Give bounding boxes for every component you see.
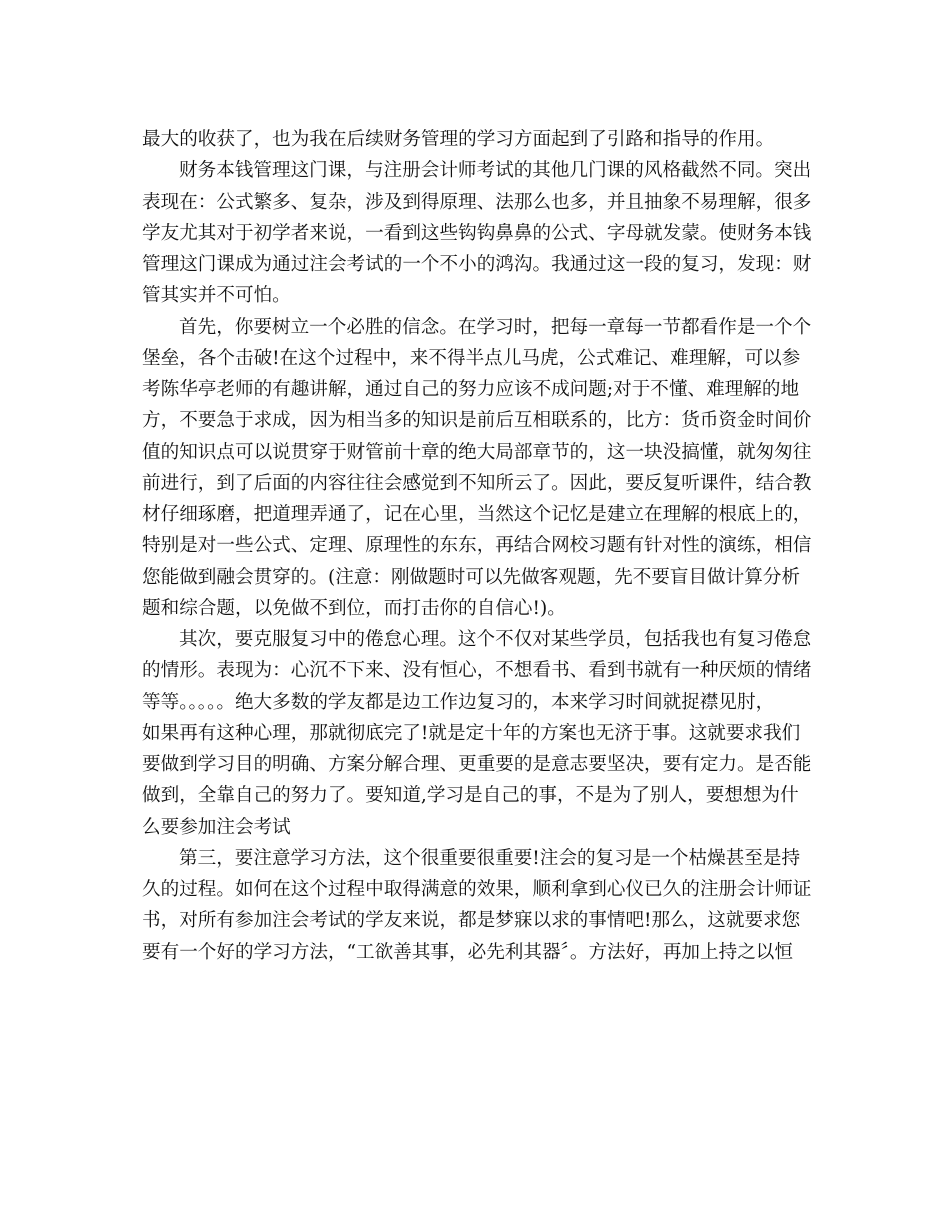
- text-line: 么要参加注会考试: [142, 816, 291, 838]
- text-line: 等等。。。。。绝大多数的学友都是边工作边复习的，本来学习时间就捉襟见肘，: [142, 691, 775, 713]
- text-line: 管理这门课成为通过注会考试的一个不小的鸿沟。我通过这一段的复习，发现：财: [142, 254, 812, 275]
- text-line: 题和综合题，以免做不到位，而打击你的自信心!)。: [142, 597, 566, 619]
- text-line: 考陈华亭老师的有趣讲解，通过自己的努力应该不成问题;对于不懂、难理解的地: [142, 379, 800, 400]
- text-line: 管其实并不可怕。: [142, 285, 291, 307]
- text-line: 方，不要急于求成，因为相当多的知识是前后互相联系的，比方：货币资金时间价: [142, 410, 812, 432]
- text-line: 材仔细琢磨，把道理弄通了，记在心里，当然这个记忆是建立在理解的根底上的，: [142, 504, 812, 525]
- text-line: 第三，要注意学习方法，这个很重要很重要!注会的复习是一个枯燥甚至是持: [179, 847, 801, 869]
- text-line: 久的过程。如何在这个过程中取得满意的效果，顺利拿到心仪已久的注册会计师证: [142, 879, 812, 900]
- text-line: 要做到学习目的明确、方案分解合理、更重要的是意志要坚决，要有定力。是否能: [142, 754, 812, 775]
- text-line: 您能做到融会贯穿的。(注意：刚做题时可以先做客观题，先不要盲目做计算分析: [142, 566, 801, 588]
- text-line: 学友尤其对于初学者来说，一看到这些钩钩鼻鼻的公式、字母就发蒙。使财务本钱: [142, 222, 812, 244]
- text-line: 要有一个好的学习方法，“工欲善其事，必先利其器〞。方法好，再加上持之以恒: [142, 941, 793, 963]
- text-line: 最大的收获了，也为我在后续财务管理的学习方面起到了引路和指导的作用。: [142, 129, 775, 150]
- text-line: 首先，你要树立一个必胜的信念。在学习时，把每一章每一节都看作是一个个: [179, 316, 812, 338]
- text-line: 书，对所有参加注会考试的学友来说，都是梦寐以求的事情吧!那么，这就要求您: [142, 910, 801, 932]
- text-line: 的情形。表现为：心沉不下来、没有恒心，不想看书、看到书就有一种厌烦的情绪: [142, 660, 812, 682]
- text-line: 特别是对一些公式、定理、原理性的东东，再结合网校习题有针对性的演练，相信: [142, 535, 812, 557]
- text-line: 前进行，到了后面的内容往往会感觉到不知所云了。因此，要反复听课件，结合教: [142, 472, 812, 494]
- text-line: 堡垒，各个击破!在这个过程中，来不得半点儿马虎，公式难记、难理解，可以参: [142, 347, 801, 369]
- text-line: 值的知识点可以说贯穿于财管前十章的绝大局部章节的，这一块没搞懂，就匆匆往: [142, 441, 812, 463]
- text-line: 如果再有这种心理，那就彻底完了!就是定十年的方案也无济于事。这就要求我们: [142, 722, 801, 744]
- text-line: 表现在：公式繁多、复杂，涉及到得原理、法那么也多，并且抽象不易理解，很多: [142, 191, 812, 213]
- text-line: 财务本钱管理这门课，与注册会计师考试的其他几门课的风格截然不同。突出: [179, 160, 812, 182]
- document-body: [142, 124, 822, 968]
- text-line: 其次，要克服复习中的倦怠心理。这个不仅对某些学员，包括我也有复习倦怠: [179, 629, 812, 650]
- text-line: 做到，全靠自己的努力了。要知道,学习是自己的事，不是为了别人，要想想为什: [142, 785, 799, 807]
